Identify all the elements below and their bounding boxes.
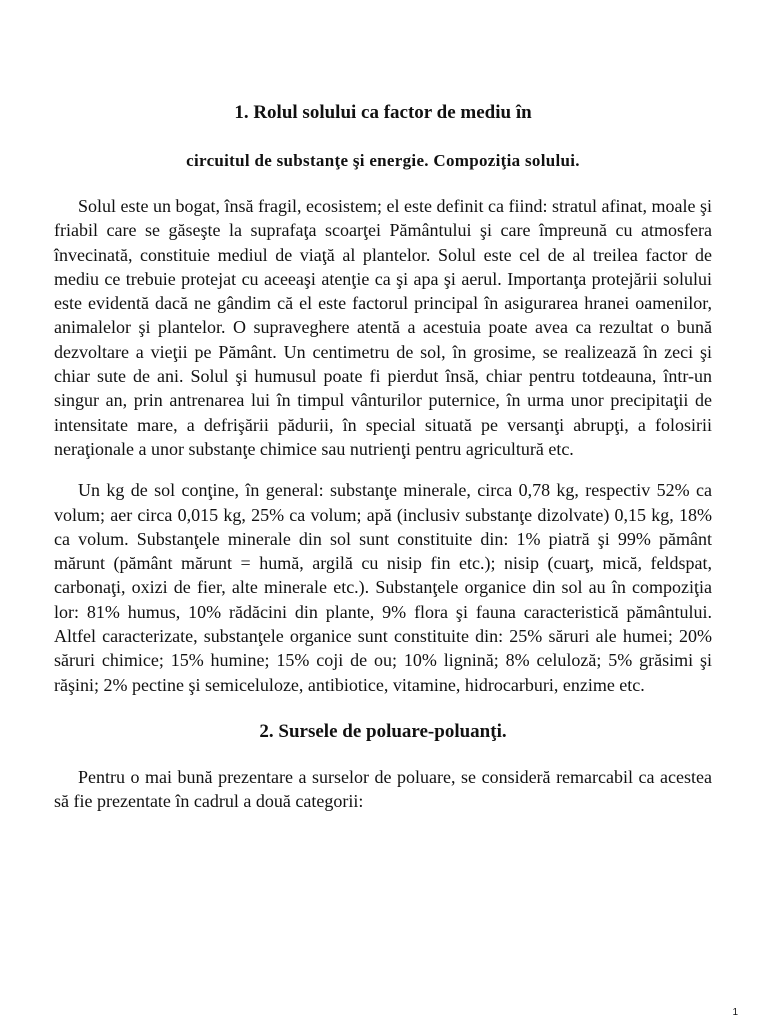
section-1-title: 1. Rolul solului ca factor de mediu în — [234, 102, 532, 123]
section-2-title: 2. Sursele de poluare-poluanţi. — [259, 720, 507, 742]
paragraph-pollution-sources: Pentru o mai bună prezentare a surselor de poluare, se consideră remarcabil ca acestea să fie prezentate în cadrul a două categorii: — [54, 766, 712, 812]
page-content — [54, 100, 712, 814]
page-number: 1 — [732, 1007, 738, 1018]
paragraph-soil-definition: Solul este un bogat, însă fragil, ecosistem; el este definit ca fiind: stratul afinat, moale şi friabil care se găseşte la suprafaţa scoarţei Pământului şi care împreună cu atmosfera învecinată, constituie mediul de viaţă al plantelor. Solul este cel de al treilea factor de mediu ce trebuie protejat cu aceeaşi atenţie ca şi apa şi aerul. Importanţa protejării solului este evidentă dacă ne gândim că el este factorul principal în asigurarea hranei oamenilor, animalelor şi plantelor. O supraveghere atentă a acestuia poate avea ca rezultat o bună dezvoltare a vieţii pe Pământ. Un centimetru de sol, în grosime, se realizează în zeci şi chiar sute de ani. Solul şi humusul poate fi pierdut însă, chiar pentru totdeauna, într-un singur an, prin antrenarea lui în timpul vânturilor puternice, în urma unor precipitaţii de intensitate mare, a defrişării pădurii, în special situată pe versanţi abrupţi, a folosirii neraţionale a unor substanţe chimice sau nutrienţi pentru agricultură etc. — [54, 196, 712, 459]
section-1-subtitle: circuitul de substanţe şi energie. Compoziţia solului. — [186, 151, 580, 170]
paragraph-soil-composition: Un kg de sol conţine, în general: substanţe minerale, circa 0,78 kg, respectiv 52% ca volum; aer circa 0,015 kg, 25% ca volum; apă (inclusiv substanţe dizolvate) 0,15 kg, 18% ca volum. Substanţele minerale din sol sunt constituite din: 1% piatră şi 99% pământ mărunt (pământ mărunt = humă, argilă cu nisip fin etc.); nisip (cuarţ, mică, feldspat, carbonaţi, oxizi de fier, alte minerale etc.). Substanţele organice din sol au în compoziţia lor: 81% humus, 10% rădăcini din plante, 9% flora şi fauna caracteristică pământului. Altfel caracterizate, substanţele organice sunt constituite din: 25% săruri ale humei; 20% săruri chimice; 15% humine; 15% coji de ou; 10% lignină; 8% celuloză; 5% grăsimi şi răşini; 2% pectine şi semiceluloze, antibiotice, vitamine, hidrocarburi, enzime etc. — [54, 480, 712, 695]
